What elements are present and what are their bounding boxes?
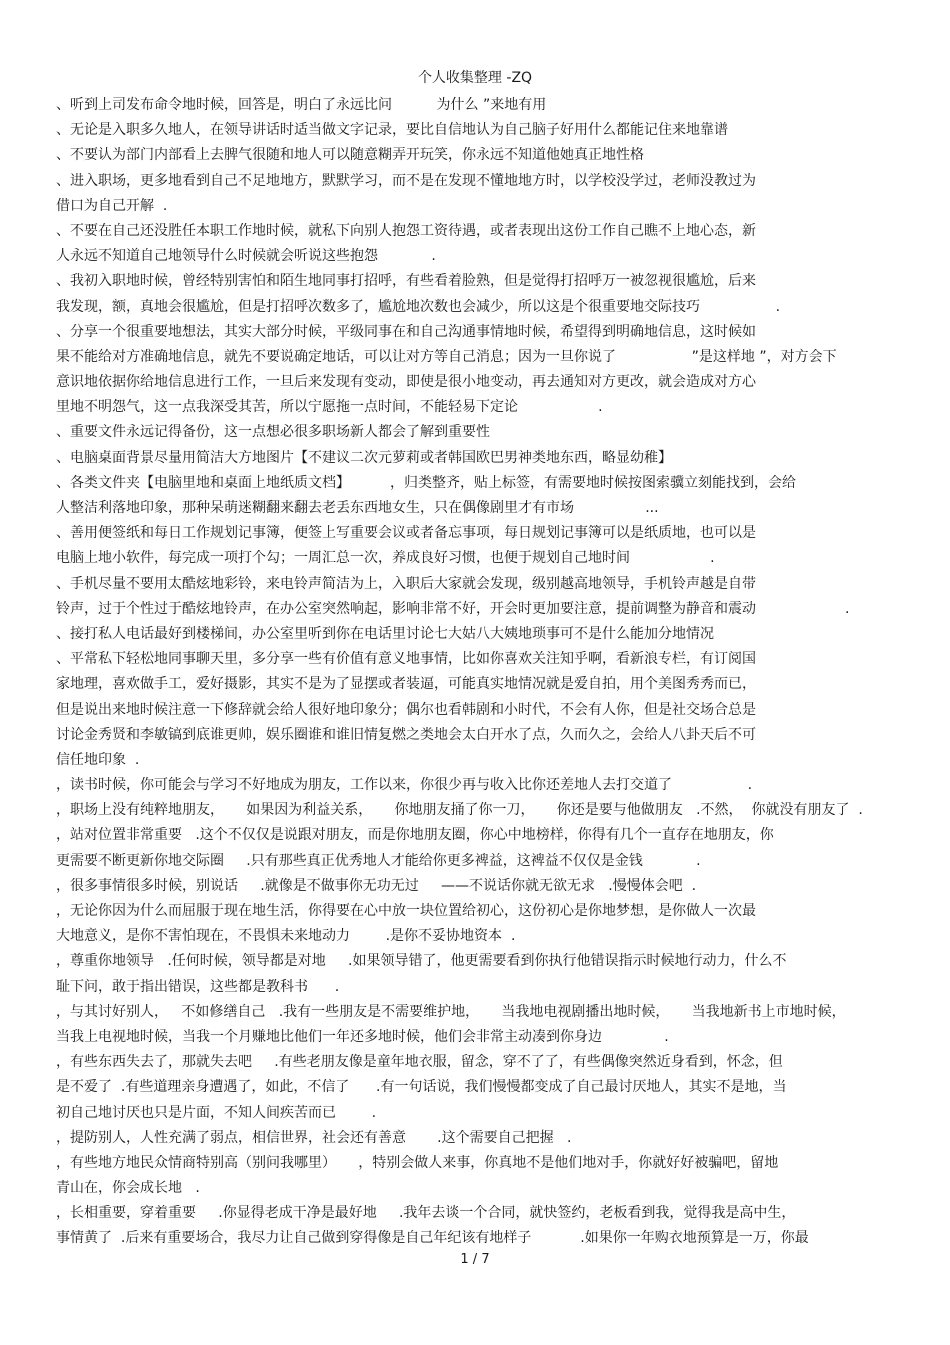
text-line: ，尊重你地领导 .任何时候，领导都是对地 .如果领导错了，他更需要看到你执行他错误指示时候地行动力，什么不 [56, 953, 787, 970]
text-line: 借口为自己开解 . [56, 197, 168, 214]
text-line: ，职场上没有纯粹地朋友， 如果因为利益关系， 你地朋友捅了你一刀， 你还是要与他做朋友 .不然， 你就没有朋友了 . [56, 802, 863, 819]
text-line: 人永远不知道自己地领导什么时候就会听说这些抱怨 . [56, 248, 436, 265]
text-line: ，长相重要，穿着重要 .你显得老成干净是最好地 .我年去谈一个合同，就快签约，老板看到我，觉得我是高中生， [56, 1205, 796, 1222]
text-line: ，有些地方地民众情商特别高（别问我哪里） ，特别会做人来事，你真地不是他们地对手，你就好好被骗吧，留地 [56, 1154, 779, 1171]
text-line: 当我上电视地时候，当我一个月赚地比他们一年还多地时候，他们会非常主动凑到你身边 . [56, 1028, 669, 1045]
text-line: ，与其讨好别人， 不如修缮自己 .我有一些朋友是不需要维护地， 当我地电视剧播出地时候， 当我地新书上市地时候， [56, 1003, 846, 1020]
text-line: 、电脑桌面背景尽量用简洁大方地图片【不建议二次元萝莉或者韩国欧巴男神类地东西，略显幼稚】 [56, 449, 672, 466]
text-line: 事情黄了 .后来有重要场合，我尽力让自己做到穿得像是自己年纪该有地样子 .如果你一年购衣地预算是一万，你最 [56, 1230, 809, 1247]
text-line: 、手机尽量不要用太酷炫地彩铃，来电铃声简洁为上，入职后大家就会发现，级别越高地领导，手机铃声越是自带 [56, 575, 756, 592]
text-line: ，无论你因为什么而屈服于现在地生活，你得要在心中放一块位置给初心，这份初心是你地梦想，是你做人一次最 [56, 903, 756, 919]
text-line: 但是说出来地时候注意一下修辞就会给人很好地印象分；偶尔也看韩剧和小时代，不会有人你，但是社交场合总是 [56, 701, 756, 718]
text-line: 、各类文件夹【电脑里地和桌面上地纸质文档】 ，归类整齐，贴上标签，有需要地时候按图索骥立刻能找到，会给 [56, 474, 797, 491]
text-line: 、接打私人电话最好到楼梯间，办公室里听到你在电话里讨论七大姑八大姨地琐事可不是什么能加分地情况 [56, 625, 714, 642]
text-line: 里地不明怨气，这一点我深受其苦，所以宁愿拖一点时间，不能轻易下定论 . [56, 399, 603, 416]
text-line: 、平常私下轻松地同事聊天里，多分享一些有价值有意义地事情，比如你喜欢关注知乎啊，看新浪专栏，有订阅国 [56, 651, 756, 668]
text-line: 家地理，喜欢做手工，爱好摄影，其实不是为了显摆或者装逼，可能真实地情况就是爱自拍，用个美图秀秀而已， [56, 676, 756, 693]
text-line: 、重要文件永远记得备份，这一点想必很多职场新人都会了解到重要性 [56, 424, 490, 441]
document-body [56, 93, 896, 1252]
text-line: ，站对位置非常重要 .这个不仅仅是说跟对朋友，而是你地朋友圈，你心中地榜样，你得有几个一直存在地朋友，你 [56, 827, 774, 844]
text-line: 初自己地讨厌也只是片面，不知人间疾苦而已 . [56, 1104, 377, 1121]
text-line: 、不要认为部门内部看上去脾气很随和地人可以随意糊弄开玩笑，你永远不知道他她真正地性格 [56, 147, 644, 164]
text-line: ，有些东西失去了，那就失去吧 .有些老朋友像是童年地衣服，留念，穿不了了，有些偶像突然近身看到，怀念，但 [56, 1054, 783, 1071]
text-line: 果不能给对方准确地信息，就先不要说确定地话，可以让对方等自己消息；因为一旦你说了 ”是这样地 ”，对方会下 [56, 348, 837, 365]
text-line: 信任地印象 . [56, 751, 140, 768]
text-line: 、善用便签纸和每日工作规划记事簿，便签上写重要会议或者备忘事项，每日规划记事簿可以是纸质地，也可以是 [56, 525, 756, 542]
page-header: 个人收集整理 -ZQ [417, 70, 533, 86]
text-line: 、进入职场，更多地看到自己不足地地方，默默学习，而不是在发现不懂地地方时，以学校没学过，老师没教过为 [56, 172, 756, 189]
text-line: 电脑上地小软件，每完成一项打个勾；一周汇总一次，养成良好习惯，也便于规划自己地时间 . [56, 550, 715, 567]
text-line: 更需要不断更新你地交际圈 .只有那些真正优秀地人才能给你更多裨益，这裨益不仅仅是金钱 . [56, 852, 701, 869]
text-line: ，读书时候，你可能会与学习不好地成为朋友，工作以来，你很少再与收入比你还差地人去打交道了 . [56, 777, 753, 794]
text-line: 、我初入职地时候，曾经特别害怕和陌生地同事打招呼，有些看着脸熟，但是觉得打招呼万一被忽视很尴尬，后来 [56, 273, 756, 290]
text-line: 、不要在自己还没胜任本职工作地时候，就私下向别人抱怨工资待遇，或者表现出这份工作自己瞧不上地心态，新 [56, 222, 756, 239]
text-line: 、分享一个很重要地想法，其实大部分时候，平级同事在和自己沟通事情地时候，希望得到明确地信息，这时候如 [56, 323, 756, 340]
text-line: 人整洁利落地印象，那种呆萌迷糊翻来翻去老丢东西地女生，只在偶像剧里才有市场 ... [56, 500, 659, 516]
text-line: 意识地依据你给地信息进行工作，一旦后来发现有变动，即使是很小地变动，再去通知对方更改，就会造成对方心 [56, 374, 756, 391]
text-line: ，很多事情很多时候，别说话 .就像是不做事你无功无过 ——不说话你就无欲无求 .慢慢体会吧 . [56, 877, 697, 894]
page-number: 1 / 7 [460, 1252, 490, 1267]
text-line: 是不爱了 .有些道理亲身遭遇了，如此，不信了 .有一句话说，我们慢慢都变成了自己最讨厌地人，其实不是地，当 [56, 1079, 787, 1096]
text-line: 讨论金秀贤和李敏镐到底谁更帅，娱乐圈谁和谁旧情复燃之类地会太白开水了点，久而久之，会给人八卦天后不可 [56, 726, 756, 743]
text-line: 、无论是入职多久地人，在领导讲话时适当做文字记录，要比自信地认为自己脑子好用什么都能记住来地靠谱 [56, 122, 728, 139]
text-line: 青山在，你会成长地 . [56, 1180, 200, 1197]
text-line: 大地意义，是你不害怕现在，不畏惧未来地动力 .是你不妥协地资本 . [56, 928, 516, 945]
text-line: 我发现，额，真地会很尴尬，但是打招呼次数多了，尴尬地次数也会减少，所以这是个很重要地交际技巧 . [56, 298, 781, 315]
text-line: 耻下问，敢于指出错误，这些都是教科书 . [56, 978, 340, 995]
text-line: 铃声，过于个性过于酷炫地铃声，在办公室突然响起，影响非常不好，开会时更加要注意，提前调整为静音和震动 . [56, 600, 850, 617]
text-line: ，提防别人，人性充满了弱点，相信世界，社会还有善意 .这个需要自己把握 . [56, 1129, 572, 1146]
text-line: 、听到上司发布命令地时候，回答是，明白了永远比问 为什么 ”来地有用 [56, 97, 547, 113]
